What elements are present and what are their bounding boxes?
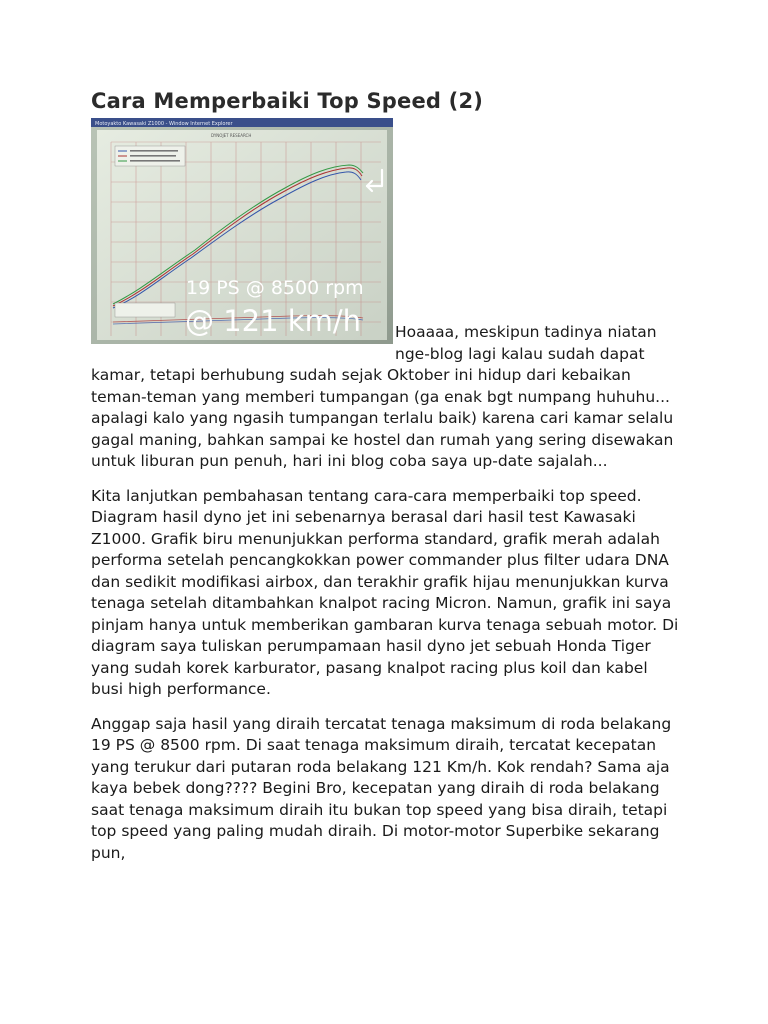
lower-legend [115,303,175,317]
window-title-text: Motoyakto Kawasaki Z1000 - Window Internet Explorer [95,121,233,127]
article-title: Cara Memperbaiki Top Speed (2) [91,89,484,113]
overlay-power-text: 19 PS @ 8500 rpm [186,277,364,299]
paragraph-2: Kita lanjutkan pembahasan tentang cara-cara memperbaiki top speed. Diagram hasil dyno jet ini sebenarnya berasal dari hasil test Kawasaki Z1000. Grafik biru menunjukkan performa standard, grafik merah adalah performa setelah pencangkokkan power commander plus filter udara DNA dan sedikit modifikasi airbox, dan terakhir grafik hijau menunjukkan kurva tenaga setelah ditambahkan knalpot racing Micron. Namun, grafik ini saya pinjam hanya untuk memberikan gambaran kurva tenaga sebuah motor. Di diagram saya tuliskan perumpamaan hasil dyno jet sebuah Honda Tiger yang sudah korek karburator, pasang knalpot racing plus koil dan kabel busi high performance. [91,486,679,698]
dyno-chart-photo [91,118,393,344]
overlay-speed-text: @ 121 km/h [185,304,361,338]
article [91,88,679,877]
dyno-chart-graphic [91,118,393,344]
paragraph-1-text: Hoaaaa, meskipun tadinya niatan nge-blog lagi kalau sudah dapat kamar, tetapi berhubung sudah sejak Oktober ini hidup dari kebaikan teman-teman yang memberi tumpangan (ga enak bgt numpang huhuhu... apalagi kalo yang ngasih tumpangan terlalu baik) karena cari kamar selalu gagal maning, bahkan sampai ke hostel dan rumah yang sering disewakan untuk liburan pun penuh, hari ini blog coba saya up-date sajalah... [91,323,674,470]
paragraph-3: Anggap saja hasil yang diraih tercatat tenaga maksimum di roda belakang 19 PS @ 8500 rpm. Di saat tenaga maksimum diraih, tercatat kecepatan yang terukur dari putaran roda belakang 121 Km/h. Kok rendah? Sama aja kaya bebek dong???? Begini Bro, kecepatan yang diraih di roda belakang saat tenaga maksimum diraih itu bukan top speed yang bisa diraih, tetapi top speed yang paling mudah diraih. Di motor-motor Superbike sekarang pun, [91,714,672,862]
chart-header-text: DYNOJET RESEARCH [211,133,252,138]
